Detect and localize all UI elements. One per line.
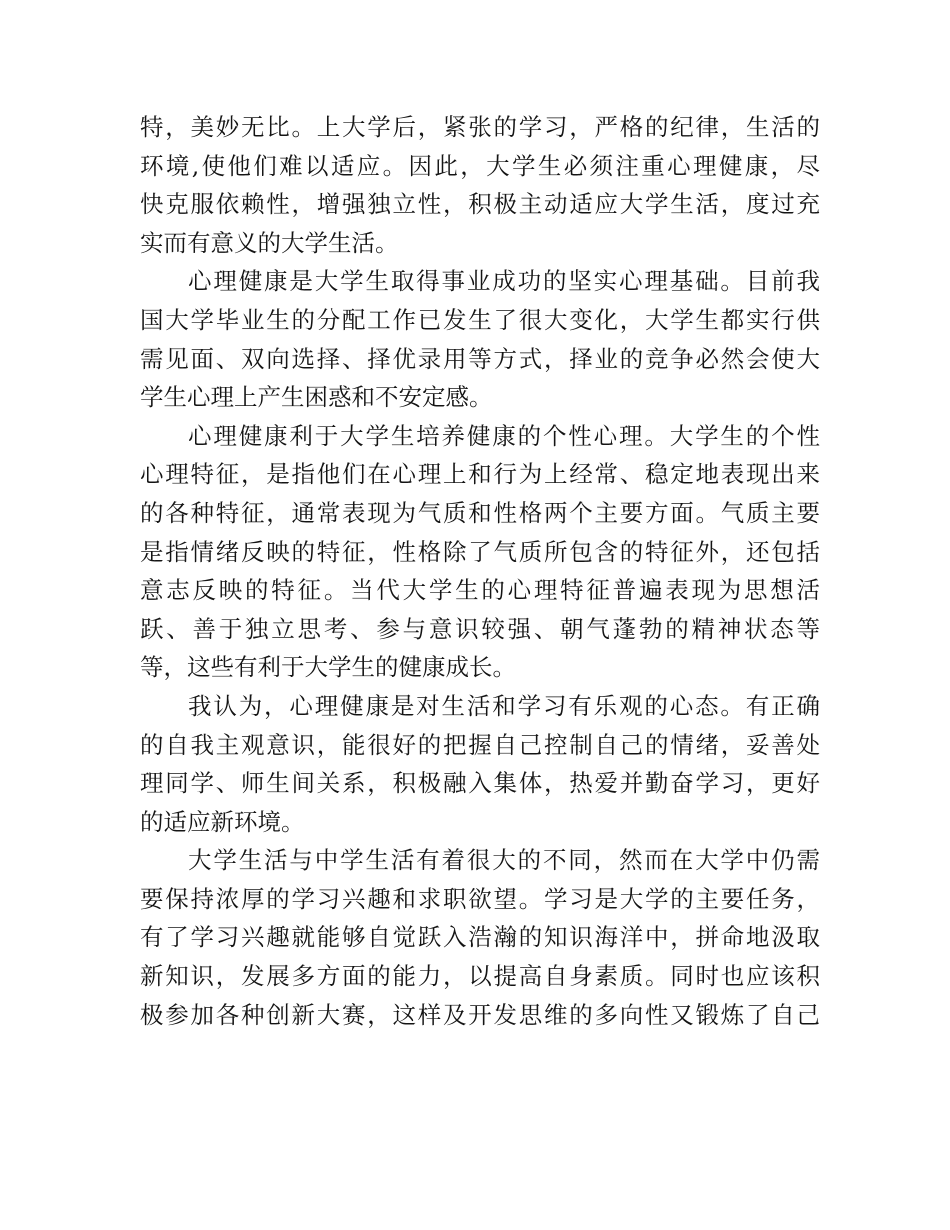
paragraph-line: 心理特征，是指他们在心理上和行为上经常、稳定地表现出来 [140, 460, 820, 489]
paragraph-line: 我认为，心理健康是对生活和学习有乐观的心态。有正确 [188, 691, 820, 720]
paragraph-line: 跃、善于独立思考、参与意识较强、朝气蓬勃的精神状态等 [140, 614, 820, 643]
paragraph-line: 有了学习兴趣就能够自觉跃入浩瀚的知识海洋中，拼命地汲取 [140, 923, 820, 952]
paragraph-line: 理同学、师生间关系，积极融入集体，热爱并勤奋学习，更好 [140, 769, 820, 798]
paragraph-line: 新知识，发展多方面的能力，以提高自身素质。同时也应该积 [140, 962, 820, 991]
paragraph-line: 国大学毕业生的分配工作已发生了很大变化，大学生都实行供 [140, 305, 820, 334]
paragraph-line: 大学生活与中学生活有着很大的不同，然而在大学中仍需 [188, 846, 820, 875]
paragraph-line: 需见面、双向选择、择优录用等方式，择业的竞争必然会使大 [140, 344, 820, 373]
paragraph-line: 实而有意义的大学生活。 [140, 228, 399, 257]
paragraph-line: 心理健康是大学生取得事业成功的坚实心理基础。目前我 [188, 267, 820, 296]
paragraph-line: 的适应新环境。 [140, 807, 305, 836]
paragraph-line: 快克服依赖性，增强独立性，积极主动适应大学生活，度过充 [140, 190, 820, 219]
paragraph-line: 极参加各种创新大赛，这样及开发思维的多向性又锻炼了自己 [140, 1000, 820, 1029]
body-text [140, 108, 820, 1034]
paragraph-line: 环境,使他们难以适应。因此，大学生必须注重心理健康，尽 [140, 151, 820, 180]
paragraph-line: 等，这些有利于大学生的健康成长。 [140, 653, 516, 682]
paragraph-line: 的各种特征，通常表现为气质和性格两个主要方面。气质主要 [140, 498, 820, 527]
paragraph-line: 心理健康利于大学生培养健康的个性心理。大学生的个性 [188, 421, 820, 450]
paragraph-line: 意志反映的特征。当代大学生的心理特征普遍表现为思想活 [140, 576, 820, 605]
paragraph-line: 要保持浓厚的学习兴趣和求职欲望。学习是大学的主要任务， [140, 884, 820, 913]
paragraph-line: 的自我主观意识，能很好的把握自己控制自己的情绪，妥善处 [140, 730, 820, 759]
paragraph-line: 特，美妙无比。上大学后，紧张的学习，严格的纪律，生活的 [140, 113, 820, 141]
paragraph-line: 是指情绪反映的特征，性格除了气质所包含的特征外，还包括 [140, 537, 820, 566]
paragraph-line: 学生心理上产生困惑和不安定感。 [140, 383, 493, 412]
